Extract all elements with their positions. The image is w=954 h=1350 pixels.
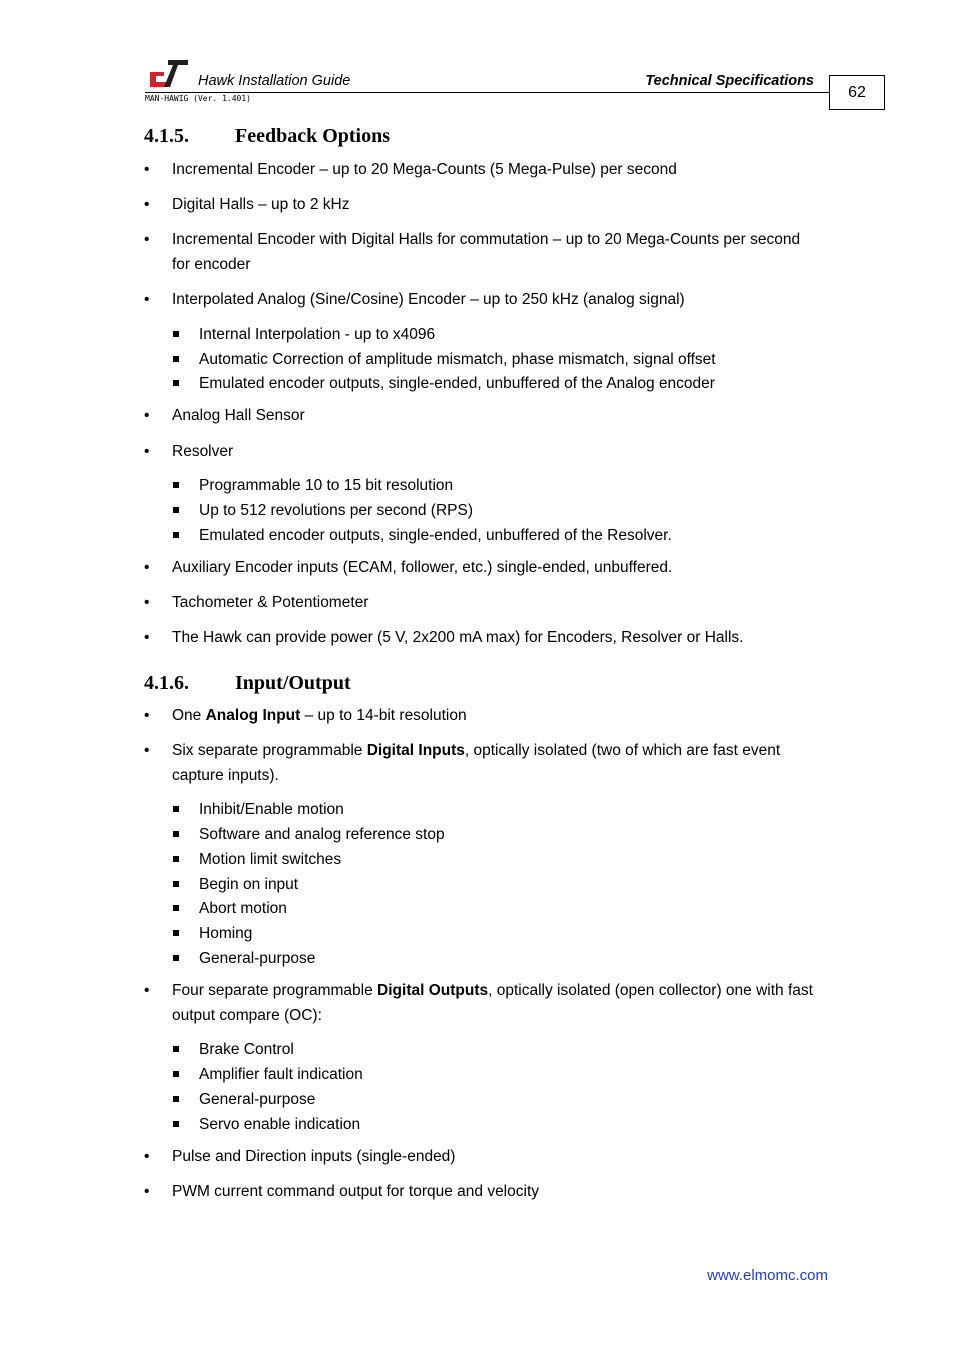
footer-website-link[interactable]: www.elmomc.com xyxy=(707,1267,828,1284)
chapter-title: Technical Specifications xyxy=(645,73,814,89)
sub-list-item: Emulated encoder outputs, single-ended, unbuffered of the Resolver. xyxy=(199,523,819,548)
header-divider xyxy=(145,92,829,93)
list-item-digital-outputs xyxy=(172,978,822,1028)
document-version: MAN-HAWIG (Ver. 1.401) xyxy=(145,94,251,103)
document-title: Hawk Installation Guide xyxy=(198,73,351,89)
bold-text: Digital Inputs xyxy=(366,742,465,759)
sub-list-item: Up to 512 revolutions per second (RPS) xyxy=(199,498,819,523)
section-title: Feedback Options xyxy=(235,125,391,147)
sub-list-item: Internal Interpolation - up to x4096 xyxy=(199,322,819,347)
page-number: 62 xyxy=(829,75,885,110)
list-item: • Interpolated Analog (Sine/Cosine) Encoder – up to 250 kHz (analog signal) xyxy=(172,287,822,312)
list-item: • Incremental Encoder – up to 20 Mega-Counts (5 Mega-Pulse) per second xyxy=(172,157,822,182)
section-title: Input/Output xyxy=(235,672,351,694)
sub-list-item: Motion limit switches xyxy=(199,847,819,872)
sub-list-item: Brake Control xyxy=(199,1037,819,1062)
sub-list-item: Inhibit/Enable motion xyxy=(199,797,819,822)
elmo-logo-icon xyxy=(148,58,190,88)
list-item: • Incremental Encoder with Digital Halls for commutation – up to 20 Mega-Counts per second for encoder xyxy=(172,227,822,277)
text-run: – up to 14-bit resolution xyxy=(300,707,467,724)
sub-list-item: Emulated encoder outputs, single-ended, unbuffered of the Analog encoder xyxy=(199,371,819,396)
list-item: • Tachometer & Potentiometer xyxy=(172,590,822,615)
sub-list-item: General-purpose xyxy=(199,1087,819,1112)
sub-list-item: Begin on input xyxy=(199,872,819,897)
sub-list-item: Software and analog reference stop xyxy=(199,822,819,847)
list-item: • Auxiliary Encoder inputs (ECAM, follower, etc.) single-ended, unbuffered. xyxy=(172,555,822,580)
section-heading-feedback xyxy=(144,125,390,148)
list-item: • PWM current command output for torque and velocity xyxy=(172,1179,822,1204)
sub-list-item: Automatic Correction of amplitude mismatch, phase mismatch, signal offset xyxy=(199,347,819,372)
list-item: • Pulse and Direction inputs (single-ended) xyxy=(172,1144,822,1169)
list-item-digital-inputs xyxy=(172,738,822,788)
section-number: 4.1.5. xyxy=(144,125,189,147)
text-run: Six separate programmable xyxy=(172,742,367,759)
list-item: • Digital Halls – up to 2 kHz xyxy=(172,192,822,217)
sub-list-item: Abort motion xyxy=(199,896,819,921)
section-number: 4.1.6. xyxy=(144,672,189,694)
text-run: , optically isolated (open collector) one with fast output compare (OC): xyxy=(172,982,813,1024)
list-item-analog-input xyxy=(172,703,822,728)
list-item: • The Hawk can provide power (5 V, 2x200 mA max) for Encoders, Resolver or Halls. xyxy=(172,625,822,650)
bold-text: Digital Outputs xyxy=(377,982,489,999)
list-item: • Resolver xyxy=(172,439,822,464)
section-heading-io xyxy=(144,672,351,695)
sub-list-item: Homing xyxy=(199,921,819,946)
list-item: • Analog Hall Sensor xyxy=(172,403,822,428)
sub-list-item: Amplifier fault indication xyxy=(199,1062,819,1087)
text-run: One xyxy=(172,707,206,724)
sub-list-item: Programmable 10 to 15 bit resolution xyxy=(199,473,819,498)
text-run: Four separate programmable xyxy=(172,982,378,999)
text-run: , optically isolated (two of which are fast event capture inputs). xyxy=(172,742,781,784)
sub-list-item: Servo enable indication xyxy=(199,1112,819,1137)
sub-list-item: General-purpose xyxy=(199,946,819,971)
bold-text: Analog Input xyxy=(205,707,301,724)
